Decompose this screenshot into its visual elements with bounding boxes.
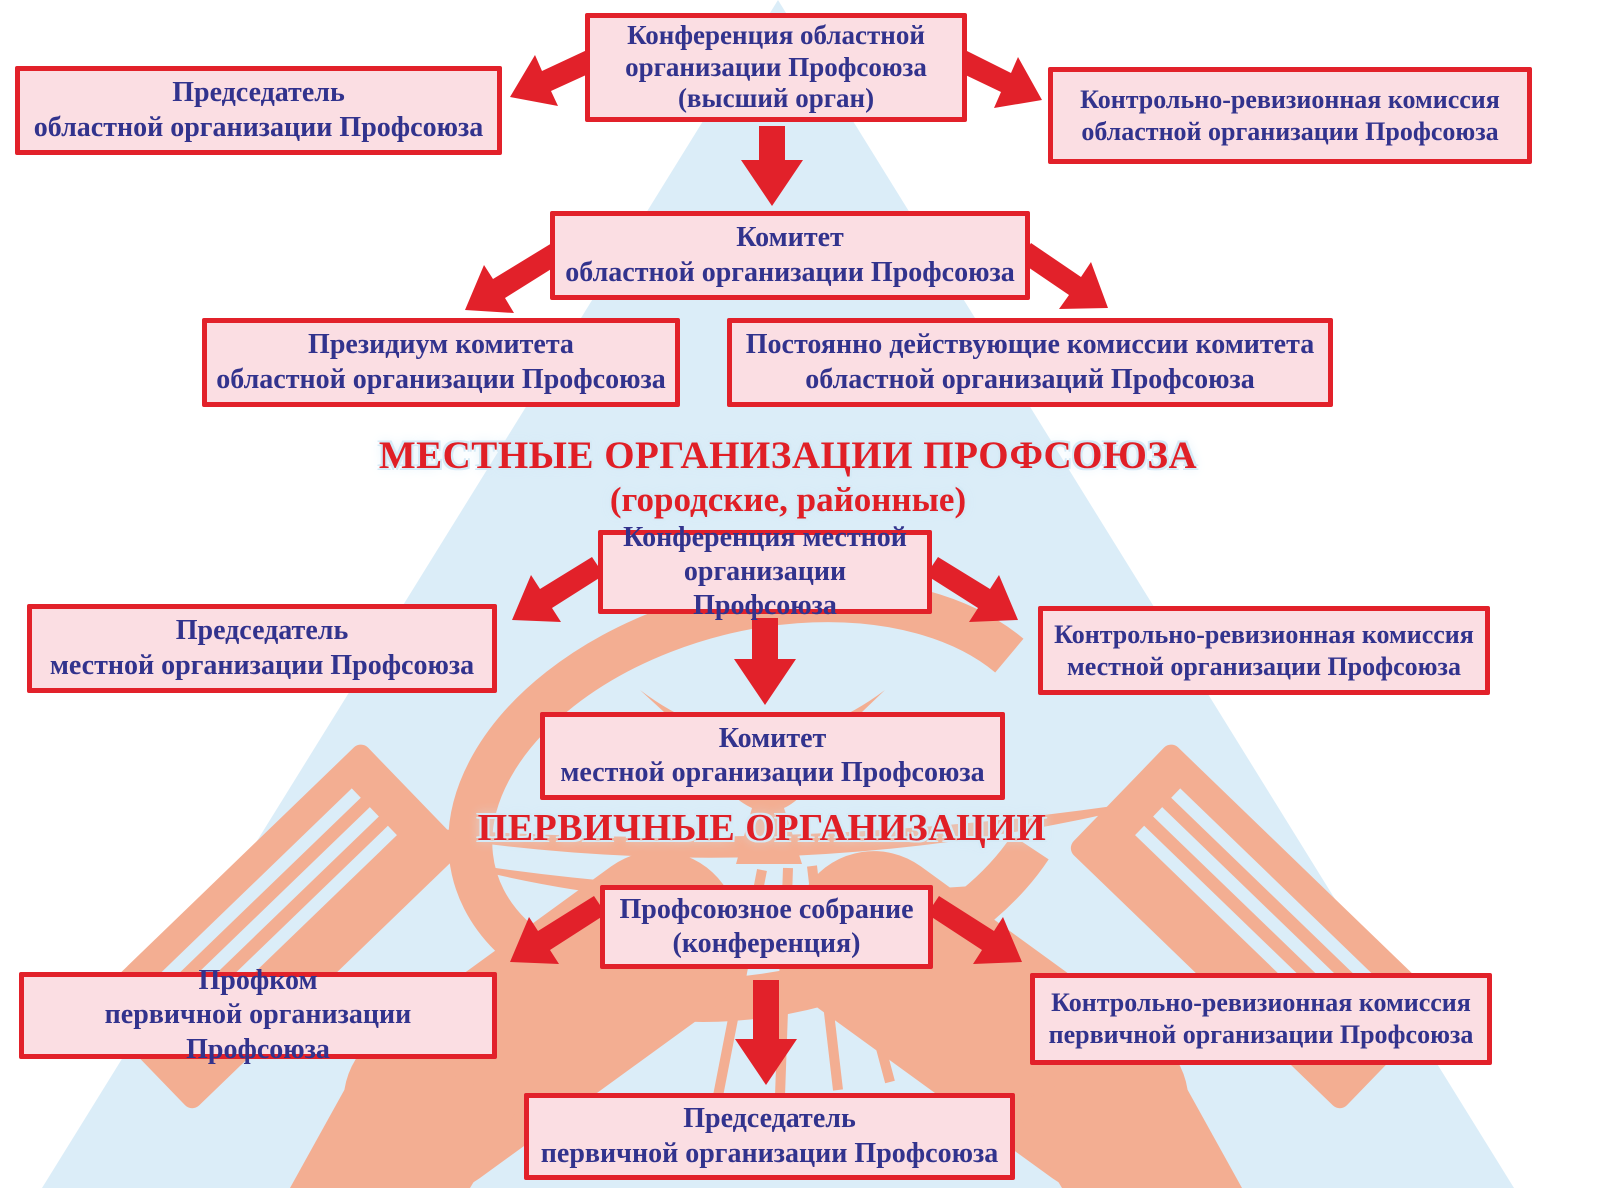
node-line: первичной организации Профсоюза [540, 1137, 999, 1169]
node-line: Комитет [736, 222, 844, 254]
node-line: Контрольно-ревизионная комиссия [1054, 619, 1474, 649]
arrow-conf_local-to-krk_local [926, 557, 1018, 622]
node-line: областной организации Профсоюза [33, 111, 484, 143]
heading-line: МЕСТНЫЕ ОРГАНИЗАЦИИ ПРОФСОЮЗА [378, 434, 1198, 477]
node-line: Комитет [718, 722, 827, 754]
heading-line: ПЕРВИЧНЫЕ ОРГАНИЗАЦИИ [477, 807, 1047, 849]
node-local-chairman [27, 604, 497, 693]
node-local-audit-commission [1038, 606, 1490, 695]
node-line: Контрольно-ревизионная комиссия [1080, 84, 1500, 114]
node-regional-chairman [15, 66, 502, 155]
node-line: местной организации Профсоюза [1067, 651, 1461, 681]
arrow-meeting_primary-to-profkom_primary [510, 896, 606, 964]
arrow-committee_regional-to-commissions_regional [1019, 243, 1108, 309]
node-line: областной организации Профсоюза [1081, 116, 1499, 146]
arrow-conf_regional-to-chairman_regional [510, 50, 597, 106]
node-primary-profkom [19, 965, 497, 1065]
node-regional-conference [585, 13, 967, 122]
arrow-conf_local-to-committee_local [734, 618, 796, 705]
node-line: Конференция областной [627, 20, 925, 51]
node-line: Постоянно действующие комиссии комитета [745, 329, 1315, 361]
node-line: (высший орган) [677, 83, 875, 114]
node-regional-standing-commissions [727, 318, 1333, 407]
arrow-conf_regional-to-krk_regional [955, 50, 1042, 108]
node-primary-meeting [600, 885, 933, 969]
node-local-conference [598, 521, 932, 622]
heading-line: (городские, районные) [609, 480, 967, 520]
node-line: Председатель [683, 1103, 856, 1135]
node-line: областной организации Профсоюза [216, 363, 666, 395]
node-line: Председатель [175, 615, 349, 647]
node-primary-audit-commission [1030, 973, 1492, 1065]
node-line: Президиум комитета [308, 329, 574, 361]
node-primary-chairman [524, 1093, 1015, 1180]
node-line: Контрольно-ревизионная комиссия [1051, 988, 1471, 1018]
node-line: местной организации Профсоюза [49, 649, 475, 681]
node-line: Профком [198, 965, 318, 997]
arrow-meeting_primary-to-chairman_primary [735, 980, 797, 1085]
arrow-conf_regional-to-committee_regional [741, 126, 803, 206]
node-line: местной организации Профсоюза [560, 757, 985, 788]
node-line: областной организаций Профсоюза [805, 363, 1255, 395]
arrow-conf_local-to-chairman_local [512, 557, 604, 622]
node-line: Конференция местной [623, 521, 907, 553]
node-line: первичной организации Профсоюза [104, 999, 412, 1065]
node-line: организации Профсоюза [683, 555, 847, 622]
node-line: первичной организации Профсоюза [1048, 1020, 1474, 1049]
node-line: Профсоюзное собрание [619, 893, 914, 925]
node-line: (конференция) [672, 928, 861, 959]
node-local-committee [540, 712, 1005, 800]
node-regional-audit-commission [1048, 67, 1532, 164]
node-line: Председатель [172, 77, 345, 109]
node-line: областной организации Профсоюза [565, 256, 1015, 288]
node-regional-presidium [202, 318, 680, 407]
node-line: организации Профсоюза [625, 51, 927, 82]
arrow-meeting_primary-to-krk_primary [927, 896, 1022, 964]
node-regional-committee [550, 211, 1030, 300]
